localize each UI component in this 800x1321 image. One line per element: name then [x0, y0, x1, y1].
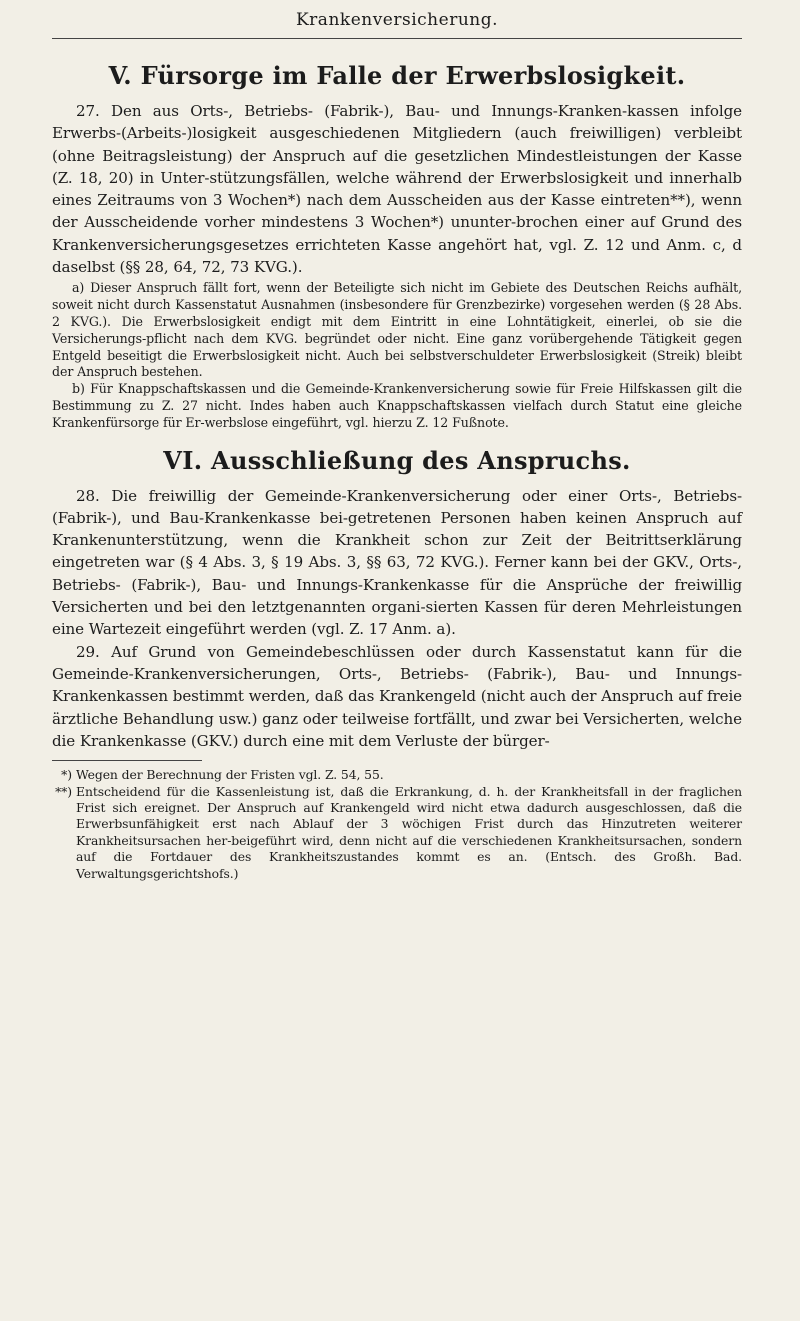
footnote-text: Entscheidend für die Kassenleistung ist, daß die Erkrankung, d. h. der Krankheitsfall in der fraglichen Frist sich ereignet. Der Anspruch auf Krankengeld wird nicht etwa dadurch ausgeschlossen, daß die Erwerbsunfähigkeit erst nach Ablauf der 3 wöchigen Frist durch das Hinzutreten weiterer Krankheitsursachen her-beigeführt wird, denn nicht auf die verschiedenen Krankheitsursachen, sondern auf die Fortdauer des Krankheitszustandes kommt es an. (Entsch. des Großh. Bad. Verwaltungsgerichtshofs.)	[76, 783, 742, 881]
section-heading: VI. Ausschließung des Anspruchs.	[163, 445, 631, 475]
section-erwerbslosigkeit	[52, 61, 742, 432]
notes-block	[52, 280, 742, 431]
footnote-divider	[52, 760, 202, 761]
paragraph-29: 29. Auf Grund von Gemeindebeschlüssen oder durch Kassenstatut kann für die Gemeinde-Krankenversicherungen, Orts-, Betriebs- (Fabrik-), Bau- und Innungs-Krankenkassen bestimmt werden, daß das Krankengeld (nicht auch der Anspruch auf freie ärztliche Behandlung usw.) ganz oder teilweise fortfällt, und zwar bei Versicherten, welche die Krankenkasse (GKV.) durch eine mit dem Verluste der bürger-	[52, 642, 742, 750]
section-ausschliessung	[52, 446, 742, 753]
footnote-mark: *)	[61, 767, 72, 783]
paragraph-27: 27. Den aus Orts-, Betriebs- (Fabrik-), Bau- und Innungs-Kranken-kassen infolge Erwerbs-(Arbeits-)losigkeit ausgeschiedenen Mitgliedern (auch freiwilligen) verbleibt (ohne Beitragsleistung) der Anspruch auf die gesetzlichen Mindestleistungen der Kasse (Z. 18, 20) in Unter-stützungsfällen, welche während der Erwerbslosigkeit und innerhalb eines Zeitraums von 3 Wochen*) nach dem Ausscheiden aus der Kasse eintreten**), wenn der Ausscheidende vorher mindestens 3 Wochen*) ununter-brochen einer auf Grund des Krankenversicherungsgesetzes errichteten Kasse angehört hat, vgl. Z. 12 und Anm. c, d daselbst (§§ 28, 64, 72, 73 KVG.).	[52, 102, 742, 277]
note-b: b) Für Knappschaftskassen und die Gemeinde-Krankenversicherung sowie für Freie Hilfskassen gilt die Bestimmung zu Z. 27 nicht. Indes haben auch Knappschaftskassen vielfach durch Statut eine gleiche Krankenfürsorge für Er-werbslose eingeführt, vgl. hierzu Z. 12 Fußnote.	[52, 381, 742, 430]
footnote	[52, 767, 742, 783]
footnote-text: Wegen der Berechnung der Fristen vgl. Z. 54, 55.	[76, 767, 384, 783]
note-a: a) Dieser Anspruch fällt fort, wenn der Beteiligte sich nicht im Gebiete des Deutschen Reichs aufhält, soweit nicht durch Kassenstatut Ausnahmen (insbesondere für Grenzbezirke) vorgesehen werden (§ 28 Abs. 2 KVG.). Die Erwerbslosigkeit endigt mit dem Eintritt in eine Lohntätigkeit, einerlei, ob sie die Versicherungs-pflicht nach dem KVG. begründet oder nicht. Eine ganz vorübergehende Tätigkeit gegen Entgeld beseitigt die Erwerbslosigkeit nicht. Auch bei selbstverschuldeter Erwerbslosigkeit (Streik) bleibt der Anspruch bestehen.	[52, 280, 742, 380]
running-head: Krankenversicherung.	[52, 0, 742, 39]
footnotes	[52, 767, 742, 882]
section-heading: V. Fürsorge im Falle der Erwerbslosigkeit.	[108, 61, 686, 90]
footnote-mark: **)	[55, 783, 72, 799]
footnote	[52, 784, 742, 882]
paragraph-28: 28. Die freiwillig der Gemeinde-Krankenversicherung oder einer Orts-, Betriebs- (Fabrik-), und Bau-Krankenkasse bei-getretenen Personen haben keinen Anspruch auf Krankenunterstützung, wenn die Krankheit schon zur Zeit der Beitrittserklärung eingetreten war (§ 4 Abs. 3, § 19 Abs. 3, §§ 63, 72 KVG.). Ferner kann bei der GKV., Orts-, Betriebs- (Fabrik-), Bau- und Innungs-Krankenkasse für die Ansprüche der freiwillig Versicherten und bei den letztgenannten organi-sierten Kassen für deren Mehrleistungen eine Wartezeit eingeführt werden (vgl. Z. 17 Anm. a).	[52, 486, 742, 639]
